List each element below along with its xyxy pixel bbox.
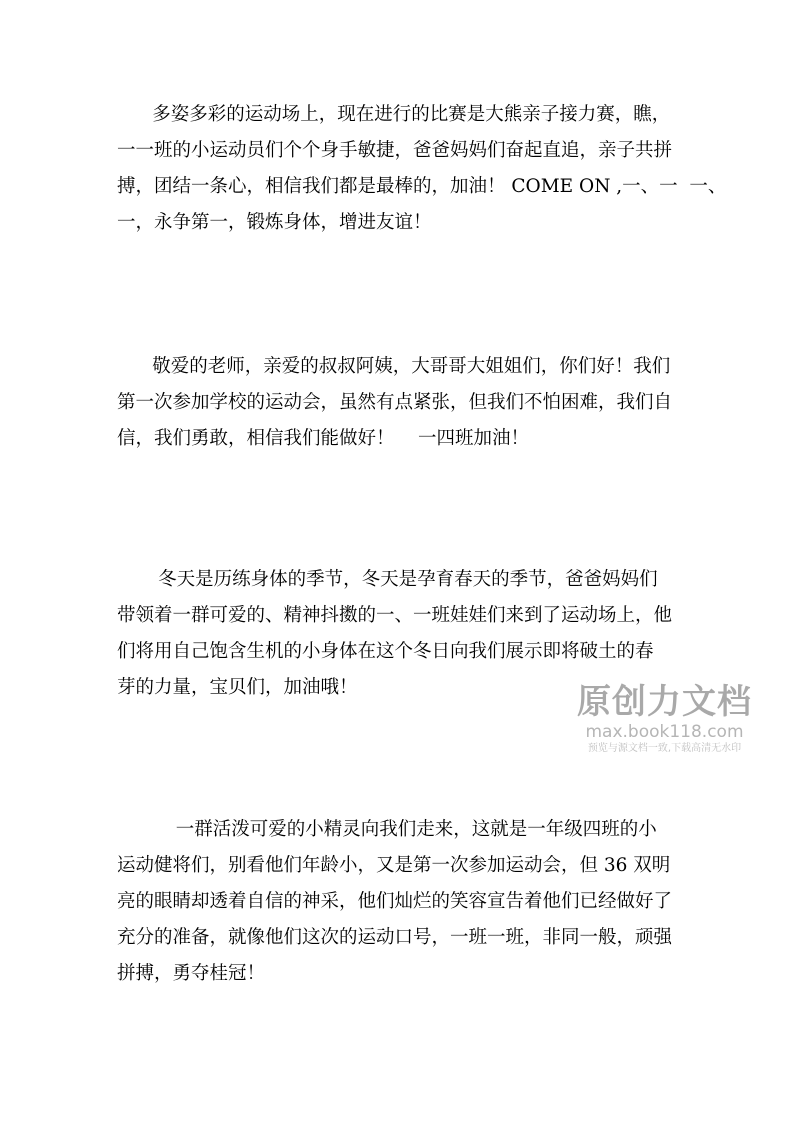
text-line: 芽的力量，宝贝们，加油哦！ — [117, 677, 358, 698]
text-line: 充分的准备，就像他们这次的运动口号，一班一班，非同一般，顽强 — [117, 927, 673, 948]
watermark — [572, 682, 757, 756]
text-line: 一，永争第一，锻炼身体，增进友谊！ — [117, 212, 432, 233]
text-line: 运动健将们，别看他们年龄小，又是第一次参加运动会，但 36 双明 — [117, 855, 671, 876]
text-line: 冬天是历练身体的季节，冬天是孕育春天的季节，爸爸妈妈们 — [117, 569, 658, 590]
text-line: 拼搏，勇夺桂冠！ — [117, 963, 266, 984]
watermark-title: 原创力文档 — [577, 682, 752, 722]
paragraph-4 — [117, 812, 717, 992]
text-line: 信，我们勇敢，相信我们能做好！ 一四班加油！ — [117, 428, 530, 449]
text-line: 敬爱的老师，亲爱的叔叔阿姨，大哥哥大姐姐们，你们好！我们 — [117, 356, 671, 377]
text-line: 搏，团结一条心，相信我们都是最棒的，加油！ COME ON ,一、一 一、 — [117, 176, 727, 197]
text-line: 一群活泼可爱的小精灵向我们走来，这就是一年级四班的小 — [117, 819, 657, 840]
text-line: 们将用自己饱含生机的小身体在这个冬日向我们展示即将破土的春 — [117, 641, 654, 662]
paragraph-2 — [117, 349, 717, 457]
watermark-note: 预览与源文档一致,下载高清无水印 — [587, 743, 742, 754]
text-line: 第一次参加学校的运动会，虽然有点紧张，但我们不怕困难，我们自 — [117, 392, 673, 413]
paragraph-1 — [117, 97, 727, 241]
text-line: 亮的眼睛却透着自信的神采，他们灿烂的笑容宣告着他们已经做好了 — [117, 891, 673, 912]
text-line: 多姿多彩的运动场上，现在进行的比赛是大熊亲子接力赛，瞧， — [117, 104, 671, 125]
text-line: 一一班的小运动员们个个身手敏捷，爸爸妈妈们奋起直追，亲子共拼 — [117, 140, 673, 161]
watermark-url: max.book118.com — [585, 722, 744, 742]
text-line: 带领着一群可爱的、精神抖擞的一、一班娃娃们来到了运动场上，他 — [117, 605, 673, 626]
